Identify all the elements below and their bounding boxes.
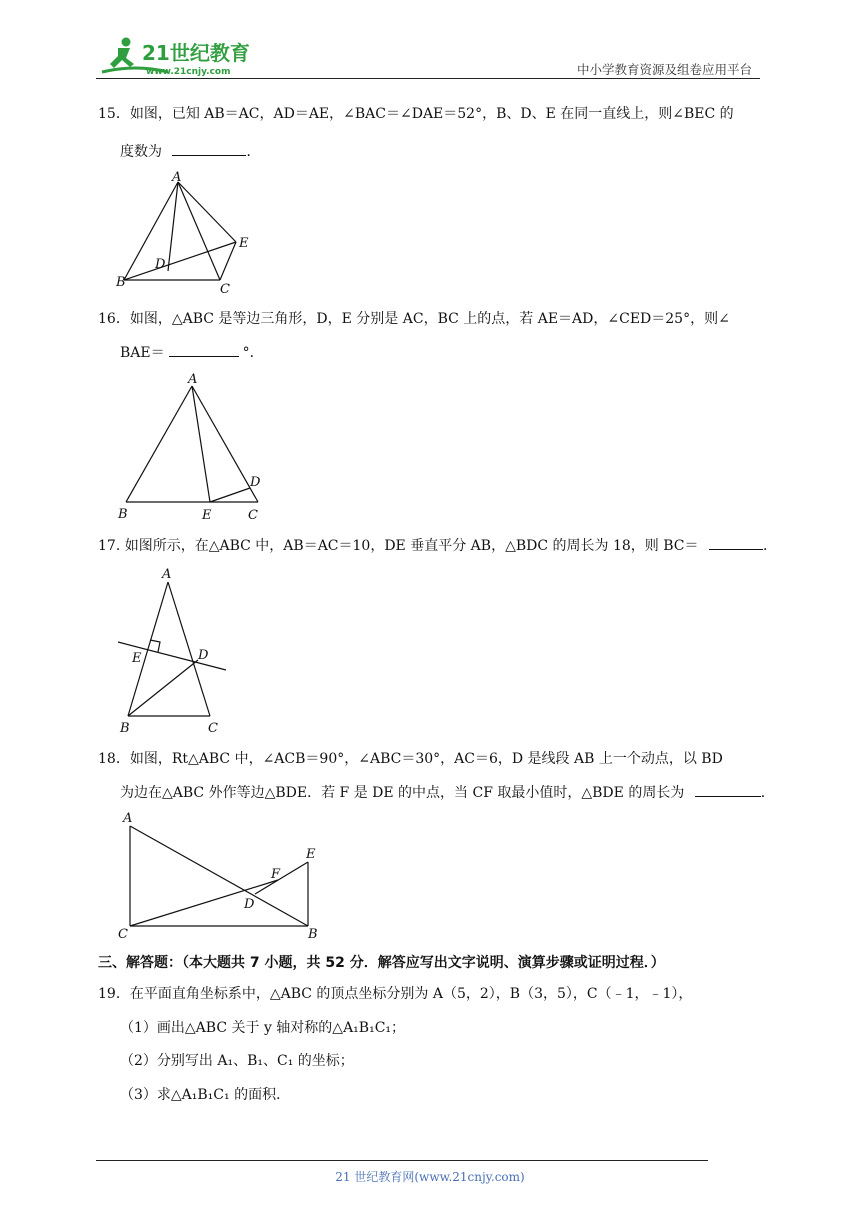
q16-line2	[120, 342, 264, 363]
q19-sub2: （2）分别写出 A₁、B₁、C₁ 的坐标；	[120, 1053, 354, 1069]
q15-line2-post: ．	[246, 144, 261, 160]
q17-label-b: B	[120, 721, 130, 736]
q15-label-d: D	[155, 257, 166, 272]
logo-text: 21世纪教育	[142, 41, 250, 65]
q18-label-a: A	[123, 811, 133, 826]
q15-line1: 15．如图，已知 AB＝AC，AD＝AE，∠BAC＝∠DAE＝52°，B、D、E 在同一直线上，则∠BEC 的	[98, 106, 734, 122]
q19-sub1: （1）画出△ABC 关于 y 轴对称的△A₁B₁C₁；	[120, 1020, 406, 1036]
q18-label-e: E	[306, 847, 316, 862]
q18-label-c: C	[118, 927, 128, 942]
q18-label-b: B	[308, 927, 318, 942]
q17-label-d: D	[198, 648, 209, 663]
q18-line2-pre: 为边在△ABC 外作等边△BDE．若 F 是 DE 的中点，当 CF 取最小值时，△BDE 的周长为	[120, 785, 685, 801]
q17-answer-blank[interactable]	[709, 535, 763, 550]
q17-figure	[112, 562, 240, 738]
q15-line2-pre: 度数为	[120, 144, 162, 160]
q15-label-e: E	[239, 236, 249, 251]
q15-figure	[112, 168, 262, 296]
q15-line2	[120, 141, 260, 162]
footer-divider	[96, 1160, 708, 1161]
q18-line2-post: ．	[760, 785, 775, 801]
q17-label-c: C	[208, 721, 218, 736]
q18-label-d: D	[244, 897, 255, 912]
q17-line1-post: ．	[762, 538, 777, 554]
q18-figure	[112, 808, 332, 942]
q17-label-a: A	[162, 567, 172, 582]
q15-label-a: A	[172, 170, 182, 185]
q15-label-b: B	[116, 275, 126, 290]
q16-line2-pre: BAE＝	[120, 345, 165, 361]
q17-line1-pre: 17. 如图所示，在△ABC 中，AB＝AC＝10，DE 垂直平分 AB，△BDC 的周长为 18，则 BC＝	[98, 538, 699, 554]
q18-line2	[120, 782, 775, 803]
q16-line2-post: °．	[242, 345, 264, 361]
q16-answer-blank[interactable]	[169, 342, 239, 357]
q15-answer-blank[interactable]	[172, 141, 246, 156]
q18-label-f: F	[271, 867, 281, 882]
q16-label-c: C	[248, 508, 258, 523]
header-divider	[96, 78, 760, 79]
q16-label-e: E	[202, 508, 212, 523]
q16-figure	[114, 368, 274, 524]
section-title: 三、解答题：（本大题共 7 小题，共 52 分．解答应写出文字说明、演算步骤或证明过程．）	[98, 955, 665, 971]
q19-line1: 19．在平面直角坐标系中，△ABC 的顶点坐标分别为 A（5，2），B（3，5），C（﹣1，﹣1），	[98, 986, 693, 1002]
q18-answer-blank[interactable]	[695, 782, 761, 797]
q16-label-d: D	[250, 475, 261, 490]
q16-label-a: A	[188, 372, 198, 387]
logo-url: www.21cnjy.com	[146, 67, 231, 77]
q17-line1	[98, 535, 777, 556]
site-logo	[96, 34, 266, 78]
platform-name: 中小学教育资源及组卷应用平台	[576, 62, 752, 77]
footer-text[interactable]: 21 世纪教育网(www.21cnjy.com)	[335, 1170, 525, 1184]
q15-label-c: C	[220, 282, 230, 296]
q16-label-b: B	[118, 507, 128, 522]
q17-label-e: E	[132, 651, 142, 666]
q16-line1: 16．如图，△ABC 是等边三角形，D，E 分别是 AC，BC 上的点，若 AE＝AD，∠CED＝25°，则∠	[98, 311, 730, 327]
q18-line1: 18．如图，Rt△ABC 中，∠ACB＝90°，∠ABC＝30°，AC＝6，D 是线段 AB 上一个动点，以 BD	[98, 751, 723, 767]
q19-sub3: （3）求△A₁B₁C₁ 的面积．	[120, 1087, 291, 1103]
